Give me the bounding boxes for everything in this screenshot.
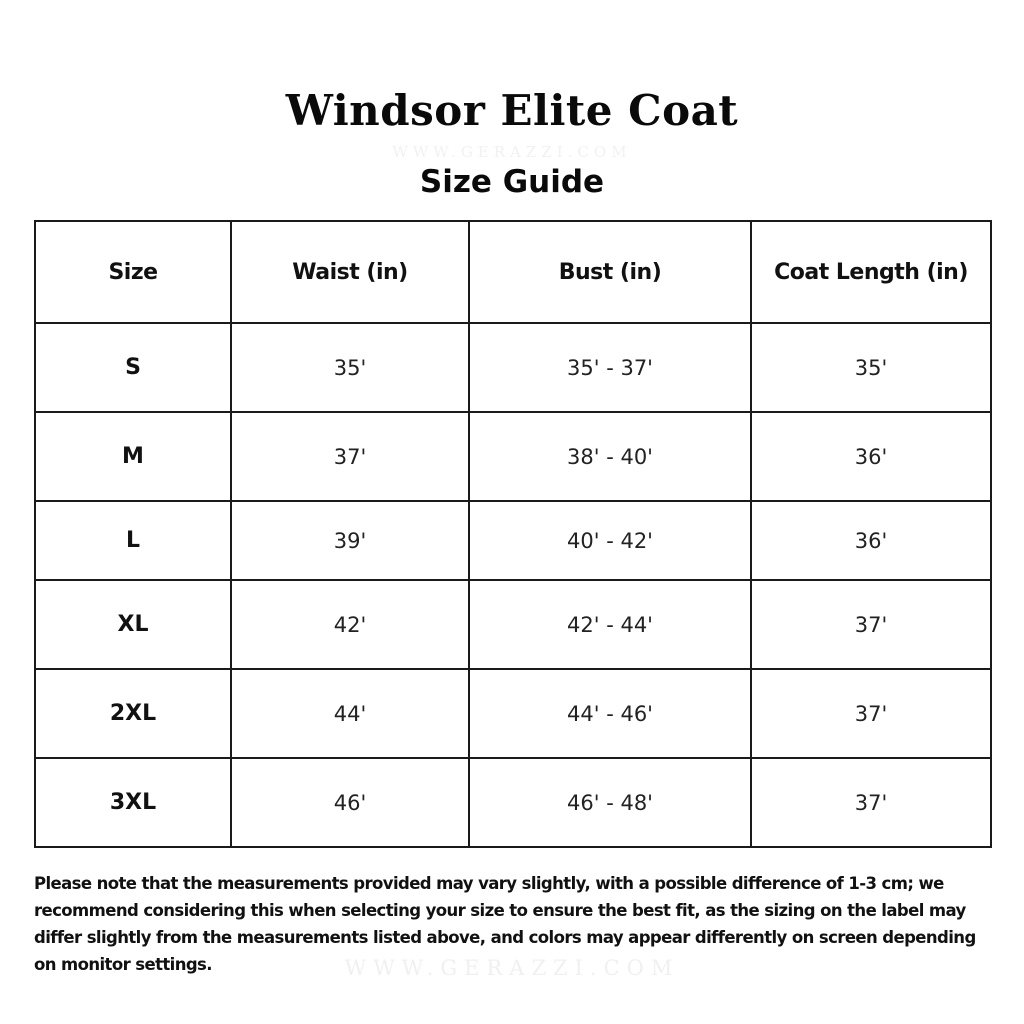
page-title: Windsor Elite Coat [285, 86, 739, 135]
coat-length-cell: 37' [751, 669, 991, 758]
waist-cell: 42' [231, 580, 469, 669]
table-row [35, 580, 991, 669]
waist-cell: 37' [231, 412, 469, 501]
bust-cell: 44' - 46' [469, 669, 751, 758]
waist-cell: 44' [231, 669, 469, 758]
page-subtitle: Size Guide [419, 164, 605, 200]
header-size: Size [35, 221, 231, 323]
coat-length-cell: 36' [751, 412, 991, 501]
table-row [35, 669, 991, 758]
measurement-note: Please note that the measurements provided may vary slightly, with a possible difference of 1-3 cm; we recommend considering this when selecting your size to ensure the best fit, as the sizing on the label may differ slightly from the measurements listed above, and colors may appear differently on screen depending on monitor settings. [34, 874, 976, 974]
size-cell: XL [35, 580, 231, 669]
bust-cell: 38' - 40' [469, 412, 751, 501]
waist-cell: 46' [231, 758, 469, 847]
size-cell: 3XL [35, 758, 231, 847]
table-row [35, 758, 991, 847]
bust-cell: 46' - 48' [469, 758, 751, 847]
header-coat-length: Coat Length (in) [751, 221, 991, 323]
bust-cell: 35' - 37' [469, 323, 751, 412]
table-row [35, 501, 991, 580]
size-cell: 2XL [35, 669, 231, 758]
table-row [35, 412, 991, 501]
table-header-row [35, 221, 991, 323]
coat-length-cell: 36' [751, 501, 991, 580]
waist-cell: 35' [231, 323, 469, 412]
bust-cell: 40' - 42' [469, 501, 751, 580]
watermark-top: WWW.GERAZZI.COM [392, 143, 632, 161]
coat-length-cell: 35' [751, 323, 991, 412]
header-waist: Waist (in) [231, 221, 469, 323]
size-cell: L [35, 501, 231, 580]
watermark-bottom: WWW.GERAZZI.COM [344, 956, 680, 980]
size-guide-table [34, 220, 992, 848]
header-bust: Bust (in) [469, 221, 751, 323]
bust-cell: 42' - 44' [469, 580, 751, 669]
size-cell: M [35, 412, 231, 501]
coat-length-cell: 37' [751, 758, 991, 847]
table-row [35, 323, 991, 412]
waist-cell: 39' [231, 501, 469, 580]
coat-length-cell: 37' [751, 580, 991, 669]
size-cell: S [35, 323, 231, 412]
